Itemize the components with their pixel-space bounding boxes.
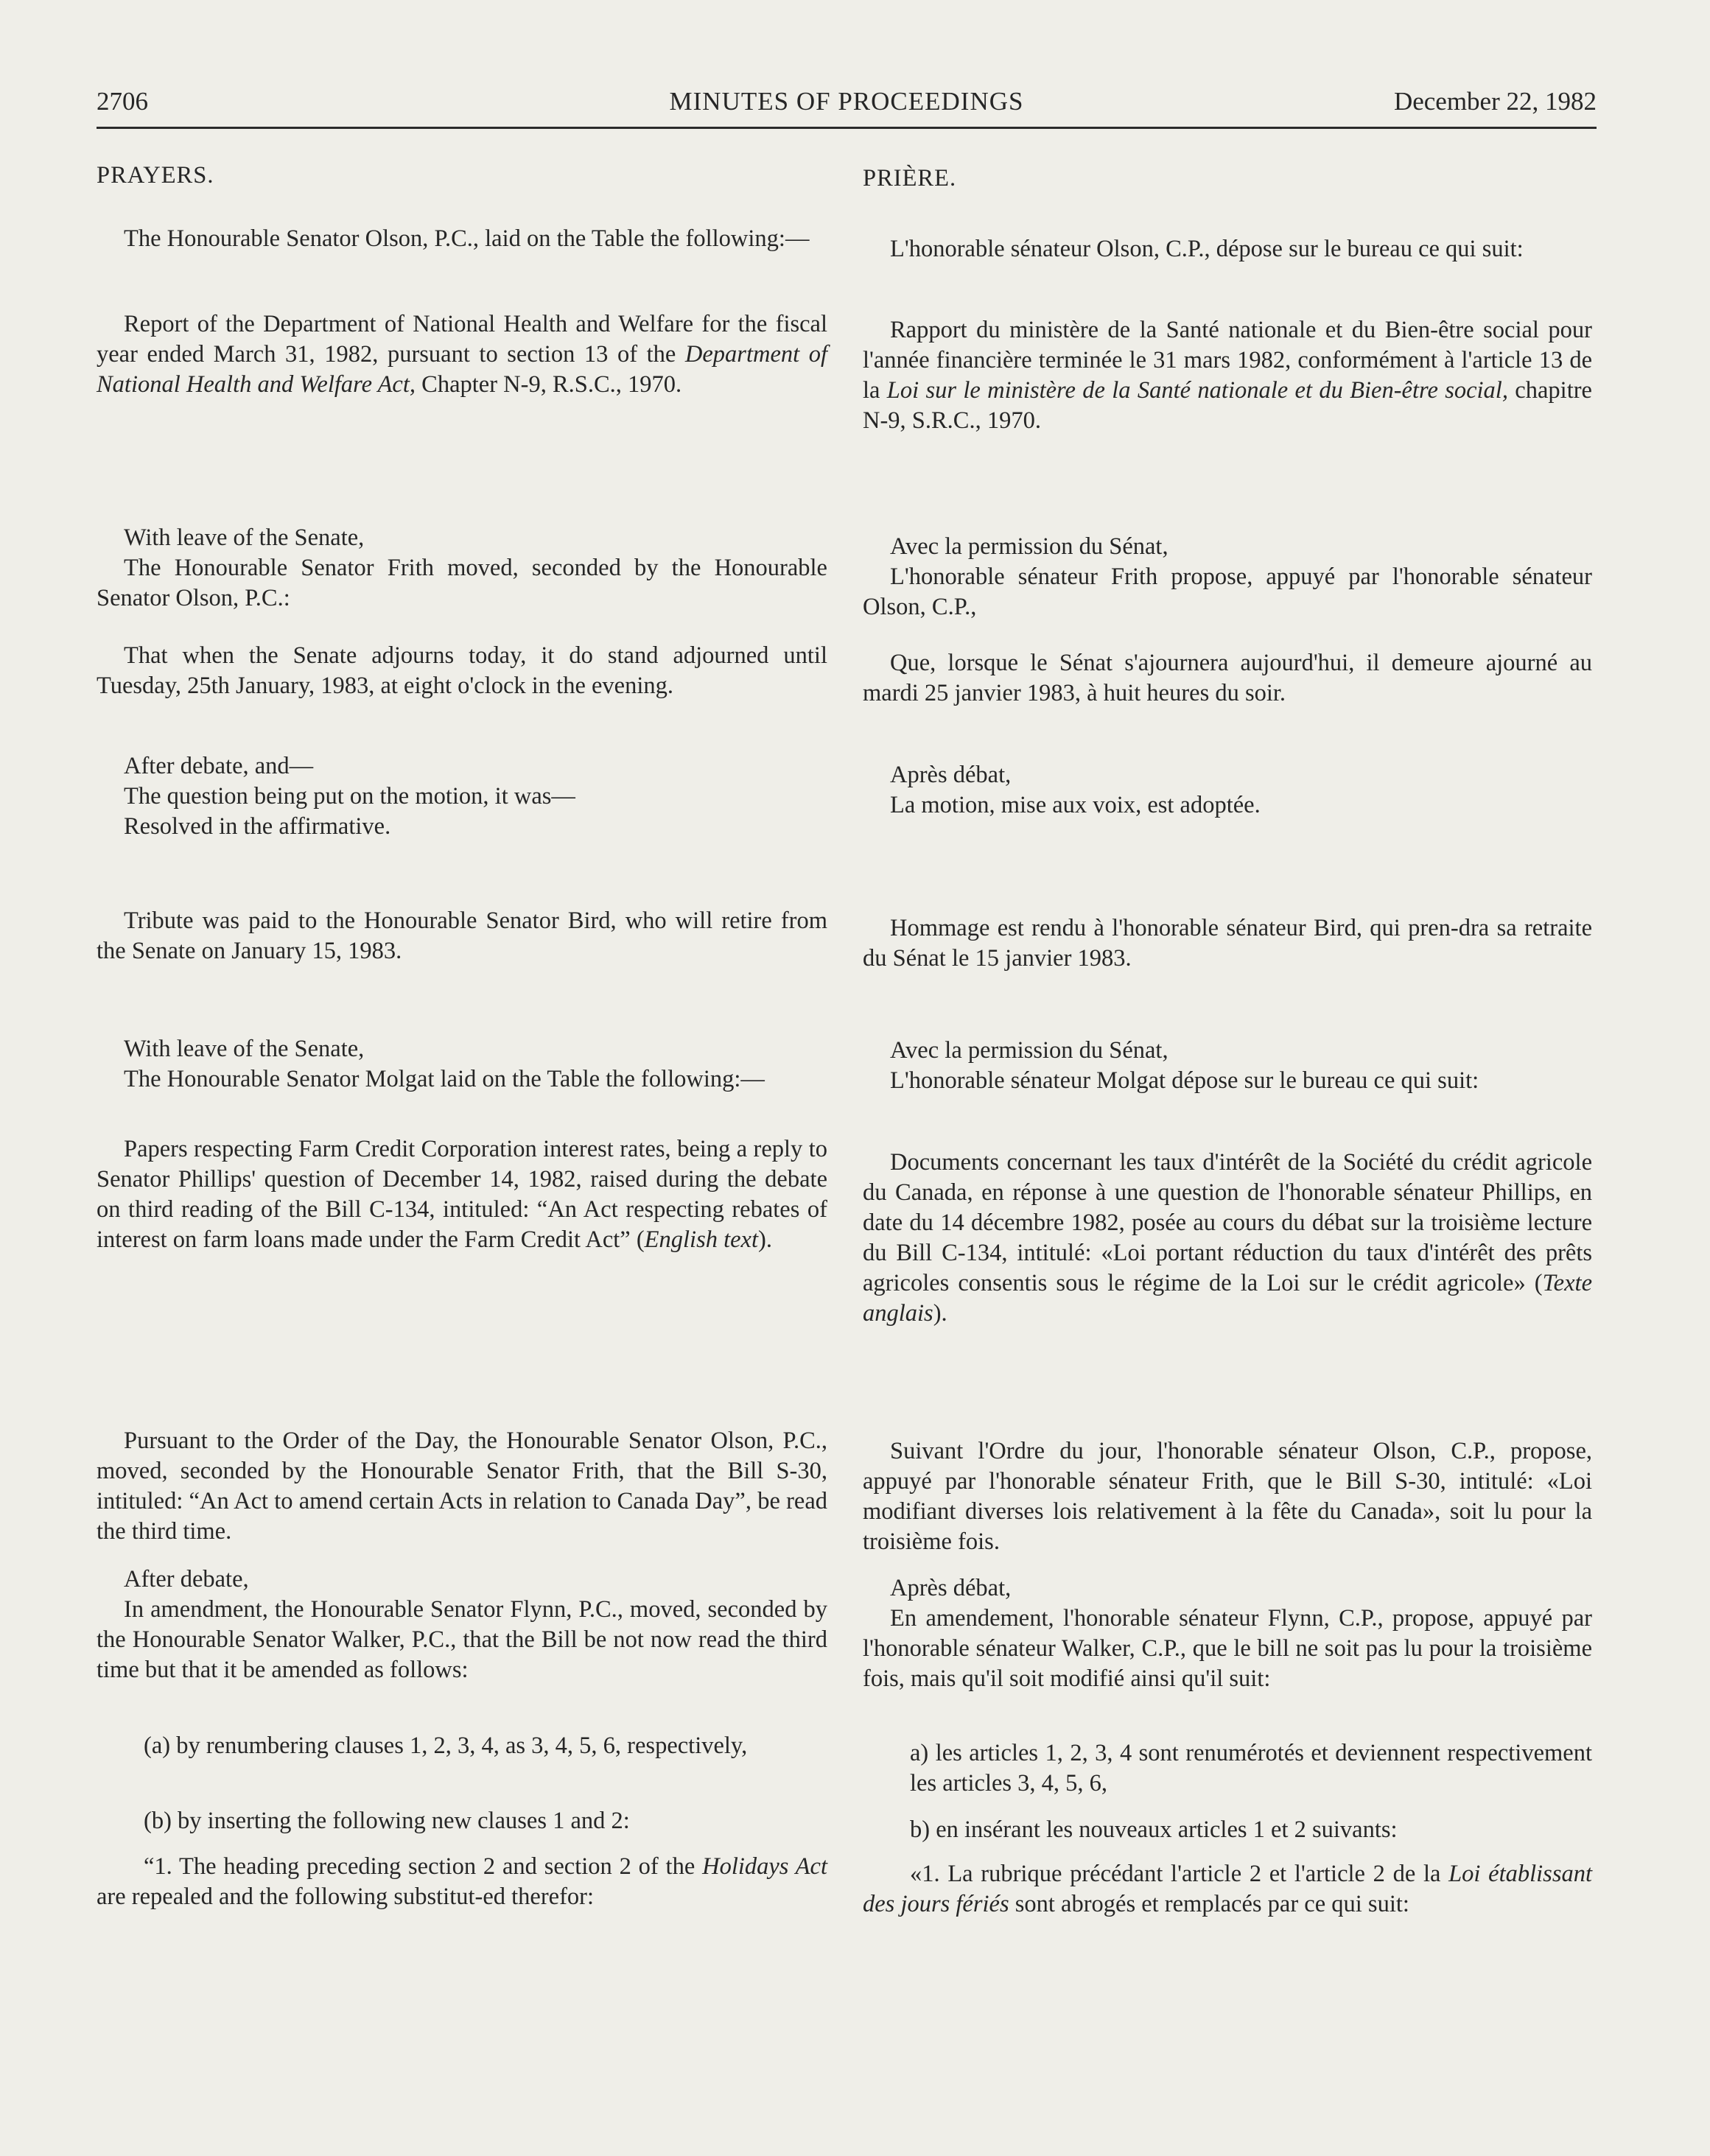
english-heading: PRAYERS. — [97, 162, 214, 189]
french-paragraph-2: Rapport du ministère de la Santé nationale et du Bien-être social pour l'année financière terminée le 31 mars 1982, conformément à l'article 13 de la Loi sur le ministère de la Santé nationale et du Bien-être social, chapitre N-9, S.R.C., 1970. — [863, 317, 1592, 434]
french-paragraph-6: Hommage est rendu à l'honorable sénateur Bird, qui pren-dra sa retraite du Sénat le 15 janvier 1983. — [863, 915, 1592, 972]
french-paragraph-11: a) les articles 1, 2, 3, 4 sont renumérotés et deviennent respectivement les articles 3, 4, 5, 6, — [910, 1740, 1592, 1797]
running-title: MINUTES OF PROCEEDINGS — [669, 87, 1024, 116]
english-paragraph-9: Pursuant to the Order of the Day, the Honourable Senator Olson, P.C., moved, seconded by the Honourable Senator Frith, that the Bill S-30, intituled: “An Act to amend certain Acts in relation to Canada Day”, be read the third time. — [97, 1428, 827, 1545]
english-paragraph-5: After debate, and— The question being put on the motion, it was— Resolved in the affirmative. — [124, 753, 575, 840]
english-paragraph-3: With leave of the Senate, The Honourable Senator Frith moved, seconded by the Honourable Senator Olson, P.C.: — [97, 524, 827, 611]
french-paragraph-5: Après débat, La motion, mise aux voix, est adoptée. — [890, 762, 1261, 818]
french-paragraph-1: L'honorable sénateur Olson, C.P., dépose sur le bureau ce qui suit: — [890, 236, 1524, 262]
page-number: 2706 — [97, 87, 148, 116]
english-paragraph-11: (a) by renumbering clauses 1, 2, 3, 4, as 3, 4, 5, 6, respectively, — [144, 1732, 748, 1759]
english-paragraph-4: That when the Senate adjourns today, it do stand adjourned until Tuesday, 25th January, 1983, at eight o'clock in the evening. — [97, 642, 827, 699]
header-date: December 22, 1982 — [1393, 87, 1597, 116]
english-paragraph-13: “1. The heading preceding section 2 and section 2 of the Holidays Act are repealed and the following substitut-ed therefor: — [97, 1853, 827, 1910]
french-heading: PRIÈRE. — [863, 165, 957, 192]
french-paragraph-4: Que, lorsque le Sénat s'ajournera aujourd'hui, il demeure ajourné au mardi 25 janvier 1983, à huit heures du soir. — [863, 650, 1592, 706]
french-paragraph-3: Avec la permission du Sénat, L'honorable sénateur Frith propose, appuyé par l'honorable sénateur Olson, C.P., — [863, 533, 1592, 620]
loi-title: Loi sur le ministère de la Santé nationale et du Bien-être social, — [886, 377, 1508, 404]
french-paragraph-12: b) en insérant les nouveaux articles 1 et 2 suivants: — [910, 1816, 1398, 1843]
english-paragraph-2: Report of the Department of National Health and Welfare for the fiscal year ended March 31, 1982, pursuant to section 13 of the Department of National Health and Welfare Act, Chapter N-9, R.S.C., 1970. — [97, 311, 828, 398]
french-paragraph-10: Après débat, En amendement, l'honorable sénateur Flynn, C.P., propose, appuyé par l'honorable sénateur Walker, C.P., que le bill ne soit pas lu pour la troisième fois, mais qu'il soit modifié ainsi qu'il suit: — [863, 1575, 1592, 1692]
english-paragraph-6: Tribute was paid to the Honourable Senator Bird, who will retire from the Senate on January 15, 1983. — [97, 907, 827, 964]
english-paragraph-7: With leave of the Senate, The Honourable Senator Molgat laid on the Table the following:— — [124, 1036, 765, 1092]
french-paragraph-13: «1. La rubrique précédant l'article 2 et l'article 2 de la Loi établissant des jours fériés sont abrogés et remplacés par ce qui suit: — [863, 1861, 1592, 1917]
act-title: Department of National Health and Welfare Act, — [97, 341, 828, 398]
french-paragraph-9: Suivant l'Ordre du jour, l'honorable sénateur Olson, C.P., propose, appuyé par l'honorable sénateur Frith, que le Bill S-30, intitulé: «Loi modifiant diverses lois relativement à la fête du Canada», soit lu pour la troisième fois. — [863, 1438, 1592, 1555]
english-paragraph-12: (b) by inserting the following new clauses 1 and 2: — [144, 1808, 630, 1834]
french-paragraph-7: Avec la permission du Sénat, L'honorable sénateur Molgat dépose sur le bureau ce qui suit: — [890, 1037, 1479, 1094]
french-paragraph-8: Documents concernant les taux d'intérêt de la Société du crédit agricole du Canada, en réponse à une question de l'honorable sénateur Phillips, en date du 14 décembre 1982, posée au cours du débat sur la troisième lecture du Bill C-134, intitulé: «Loi portant réduction du taux d'intérêt des prêts agricoles consentis sous le régime de la Loi sur le crédit agricole» (Texte anglais). — [863, 1149, 1592, 1327]
page-header — [97, 82, 1597, 129]
english-paragraph-10: After debate, In amendment, the Honourable Senator Flynn, P.C., moved, seconded by the Honourable Senator Walker, P.C., that the Bill be not now read the third time but that it be amended as follows: — [97, 1566, 827, 1683]
english-paragraph-1: The Honourable Senator Olson, P.C., laid on the Table the following:— — [124, 225, 810, 252]
english-paragraph-8: Papers respecting Farm Credit Corporation interest rates, being a reply to Senator Phillips' question of December 14, 1982, raised during the debate on third reading of the Bill C-134, intituled: “An Act respecting rebates of interest on farm loans made under the Farm Credit Act” (English text). — [97, 1136, 827, 1253]
